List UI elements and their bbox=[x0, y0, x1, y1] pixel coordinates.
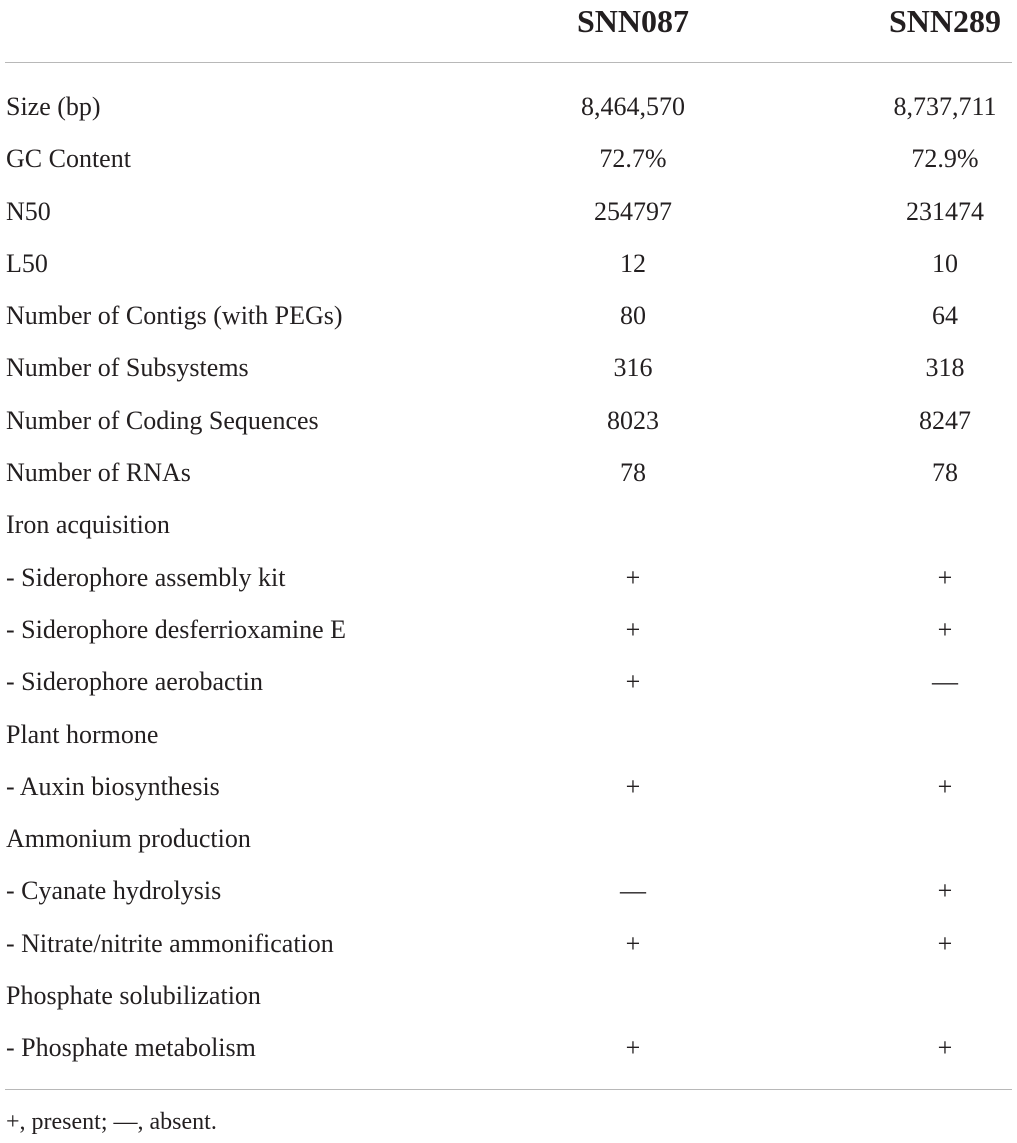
cell-snn289: — bbox=[932, 667, 958, 697]
cell-snn289: + bbox=[937, 1033, 953, 1063]
cell-snn289: + bbox=[937, 876, 953, 906]
table-row bbox=[0, 238, 1017, 290]
cell-snn289: + bbox=[937, 614, 953, 644]
row-label: L50 bbox=[6, 248, 48, 278]
cell-snn289: 318 bbox=[925, 353, 965, 383]
row-label: N50 bbox=[6, 196, 51, 226]
table-row bbox=[0, 1022, 1017, 1074]
cell-snn087: + bbox=[625, 928, 641, 958]
cell-snn289: 231474 bbox=[906, 196, 984, 226]
cell-snn289: 8247 bbox=[919, 405, 971, 435]
table-row bbox=[0, 290, 1017, 342]
table-row bbox=[0, 186, 1017, 238]
row-label: - Siderophore aerobactin bbox=[6, 667, 264, 697]
section-label: Ammonium production bbox=[6, 824, 251, 854]
cell-snn087: 316 bbox=[613, 353, 653, 383]
cell-snn087: 254797 bbox=[594, 196, 672, 226]
cell-snn289: 78 bbox=[932, 458, 958, 488]
row-label: GC Content bbox=[6, 144, 131, 174]
cell-snn289: 72.9% bbox=[911, 144, 979, 174]
cell-snn289 bbox=[872, 813, 1017, 865]
cell-snn087: 72.7% bbox=[599, 144, 667, 174]
table-body bbox=[0, 81, 1017, 1075]
column-header-snn087: SNN087 bbox=[576, 3, 689, 39]
cell-snn087: — bbox=[620, 876, 646, 906]
cell-snn289: + bbox=[937, 771, 953, 801]
table-row bbox=[0, 656, 1017, 708]
cell-snn087: + bbox=[625, 667, 641, 697]
header-divider bbox=[5, 62, 1012, 63]
cell-snn289: 64 bbox=[932, 301, 958, 331]
cell-snn289 bbox=[872, 709, 1017, 761]
cell-snn087: + bbox=[625, 614, 641, 644]
row-label: Number of Coding Sequences bbox=[6, 405, 319, 435]
row-label: Number of RNAs bbox=[6, 458, 191, 488]
row-label: Number of Subsystems bbox=[6, 353, 249, 383]
row-label: - Siderophore desferrioxamine E bbox=[6, 614, 347, 644]
table-footnote: +, present; —, absent. bbox=[6, 1109, 217, 1135]
table-row bbox=[0, 761, 1017, 813]
row-label: - Cyanate hydrolysis bbox=[6, 876, 222, 906]
row-label: - Siderophore assembly kit bbox=[6, 562, 286, 592]
cell-snn289: 8,737,711 bbox=[893, 92, 997, 121]
row-label: - Auxin biosynthesis bbox=[6, 771, 220, 801]
cell-snn087 bbox=[560, 709, 706, 761]
table-row bbox=[0, 552, 1017, 604]
row-label: - Nitrate/nitrite ammonification bbox=[6, 928, 334, 958]
table-row-section bbox=[0, 813, 1017, 865]
row-label: Size (bp) bbox=[6, 92, 101, 121]
table-row bbox=[0, 447, 1017, 499]
cell-snn087 bbox=[560, 970, 706, 1022]
cell-snn087 bbox=[560, 499, 706, 551]
cell-snn289: + bbox=[937, 928, 953, 958]
table-row bbox=[0, 395, 1017, 447]
table-row bbox=[0, 865, 1017, 917]
table-bottom-rule bbox=[5, 1089, 1012, 1090]
table-row bbox=[0, 81, 1017, 133]
cell-snn087: + bbox=[625, 1033, 641, 1063]
cell-snn087 bbox=[560, 813, 706, 865]
cell-snn087: + bbox=[625, 562, 641, 592]
cell-snn087: 78 bbox=[620, 458, 646, 488]
cell-snn289: + bbox=[937, 562, 953, 592]
table-row bbox=[0, 342, 1017, 394]
row-label: Number of Contigs (with PEGs) bbox=[6, 301, 343, 331]
table-row bbox=[0, 604, 1017, 656]
cell-snn087: 8023 bbox=[607, 405, 659, 435]
row-label: - Phosphate metabolism bbox=[6, 1033, 256, 1063]
cell-snn087: 8,464,570 bbox=[581, 92, 685, 121]
table-row-section bbox=[0, 499, 1017, 551]
cell-snn289: 10 bbox=[932, 248, 958, 278]
section-label: Plant hormone bbox=[6, 719, 159, 749]
cell-snn289 bbox=[872, 970, 1017, 1022]
cell-snn087: 80 bbox=[620, 301, 646, 331]
cell-snn087: 12 bbox=[620, 248, 646, 278]
section-label: Iron acquisition bbox=[6, 510, 170, 540]
cell-snn289 bbox=[872, 499, 1017, 551]
cell-snn087: + bbox=[625, 771, 641, 801]
table-row bbox=[0, 133, 1017, 185]
table-row-section bbox=[0, 709, 1017, 761]
section-label: Phosphate solubilization bbox=[6, 981, 261, 1011]
table-row bbox=[0, 918, 1017, 970]
column-header-snn289: SNN289 bbox=[888, 3, 1001, 39]
table-row-section bbox=[0, 970, 1017, 1022]
